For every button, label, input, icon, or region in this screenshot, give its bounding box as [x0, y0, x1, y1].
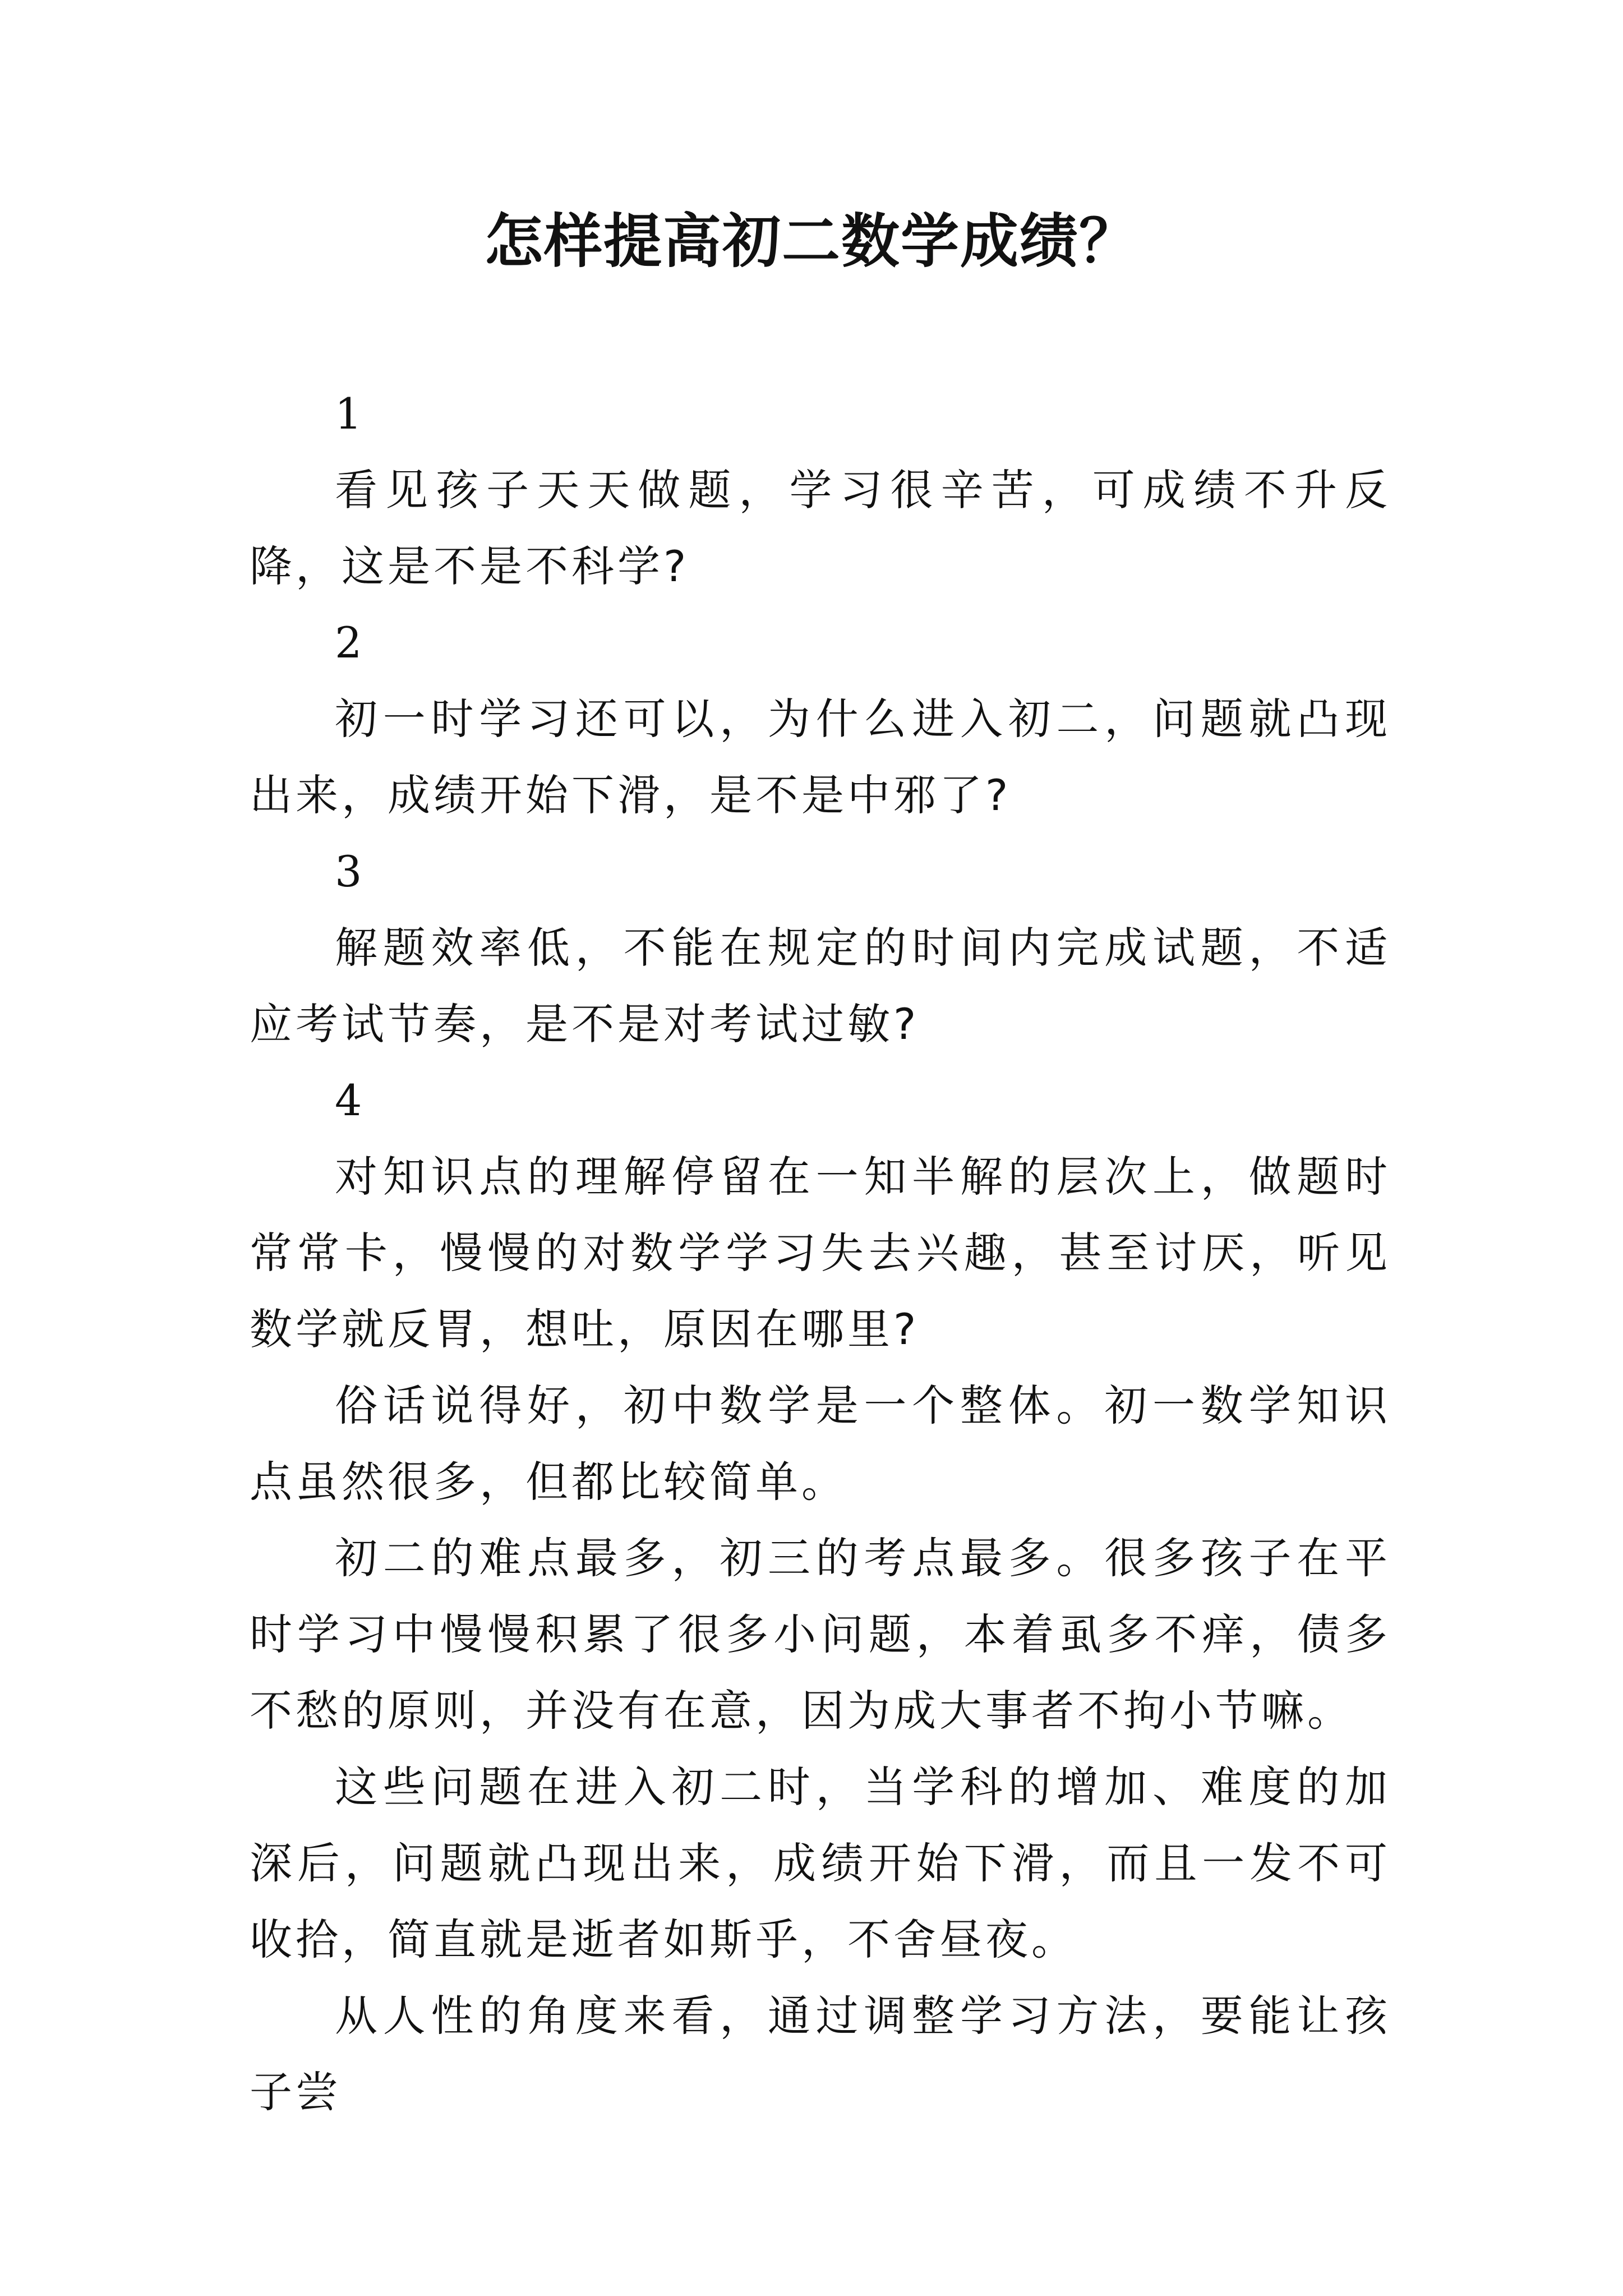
paragraph: 看见孩子天天做题，学习很辛苦，可成绩不升反降，这是不是不科学? — [250, 465, 1391, 591]
question-number: 3 — [335, 846, 362, 896]
paragraph: 俗话说得好，初中数学是一个整体。初一数学知识点虽然很多，但都比较简单。 — [250, 1381, 1391, 1507]
document-body — [250, 376, 1391, 2131]
document-title: 怎样提高初二数学成绩？ — [484, 206, 1138, 275]
question-number: 1 — [335, 389, 362, 439]
paragraph: 从人性的角度来看，通过调整学习方法，要能让孩子尝 — [250, 1991, 1391, 2117]
question-number: 4 — [335, 1075, 362, 1125]
paragraph: 初一时学习还可以，为什么进入初二，问题就凸现出来，成绩开始下滑，是不是中邪了? — [250, 694, 1391, 820]
paragraph: 这些问题在进入初二时，当学科的增加、难度的加深后，问题就凸现出来，成绩开始下滑，而且一发不可收拾，简直就是逝者如斯乎，不舍昼夜。 — [250, 1762, 1391, 1964]
paragraph: 对知识点的理解停留在一知半解的层次上，做题时常常卡，慢慢的对数学学习失去兴趣，甚至讨厌，听见数学就反胃，想吐，原因在哪里? — [250, 1152, 1391, 1354]
paragraph: 初二的难点最多，初三的考点最多。很多孩子在平时学习中慢慢积累了很多小问题，本着虱多不痒，债多不愁的原则，并没有在意，因为成大事者不拘小节嘛。 — [250, 1533, 1391, 1736]
question-number: 2 — [335, 618, 362, 668]
paragraph: 解题效率低，不能在规定的时间内完成试题，不适应考试节奏，是不是对考试过敏? — [250, 923, 1391, 1049]
